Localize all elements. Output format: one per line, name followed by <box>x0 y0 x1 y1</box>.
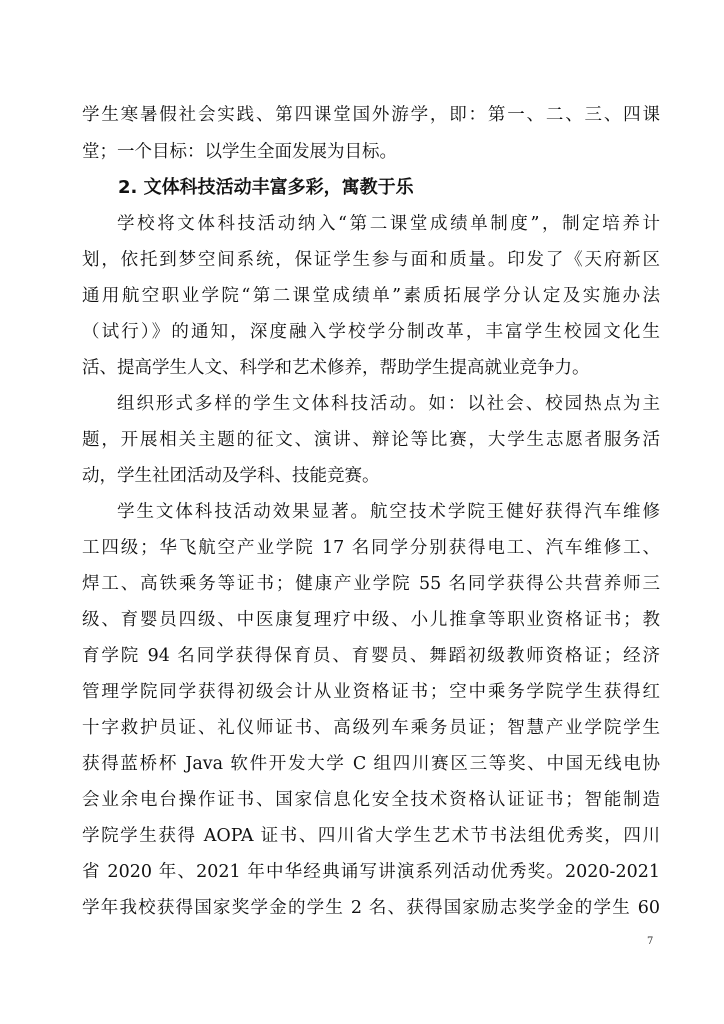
paragraph-line: 题，开展相关主题的征文、演讲、辩论等比赛，大学生志愿者服务活 <box>82 430 660 450</box>
paragraph-line: （试行）》的通知，深度融入学校学分制改革，丰富学生校园文化生 <box>82 322 660 342</box>
paragraph-line: 管理学院同学获得初级会计从业资格证书；空中乘务学院学生获得红 <box>82 682 660 702</box>
paragraph-line: 获得蓝桥杯 Java 软件开发大学 C 组四川赛区三等奖、中国无线电协 <box>82 754 660 774</box>
paragraph-line: 学生文体科技活动效果显著。航空技术学院王健好获得汽车维修 <box>117 502 660 522</box>
paragraph-line: 省 2020 年、2021 年中华经典诵写讲演系列活动优秀奖。2020-2021 <box>82 862 660 882</box>
paragraph-line: 学校将文体科技活动纳入“第二课堂成绩单制度”，制定培养计 <box>117 214 660 234</box>
paragraph-line: 活、提高学生人文、科学和艺术修养，帮助学生提高就业竞争力。 <box>82 358 590 378</box>
paragraph-line: 工四级；华飞航空产业学院 17 名同学分别获得电工、汽车维修工、 <box>82 538 660 558</box>
page-number: 7 <box>647 936 654 947</box>
paragraph-line: 动，学生社团活动及学科、技能竞赛。 <box>82 466 380 486</box>
paragraph-line: 学院学生获得 AOPA 证书、四川省大学生艺术节书法组优秀奖，四川 <box>82 826 660 846</box>
paragraph-line: 划，依托到梦空间系统，保证学生参与面和质量。印发了《天府新区 <box>82 250 660 270</box>
paragraph-line: 会业余电台操作证书、国家信息化安全技术资格认证证书；智能制造 <box>82 790 660 810</box>
section-heading: 2. 文体科技活动丰富多彩，寓教于乐 <box>118 177 414 198</box>
paragraph-line: 组织形式多样的学生文体科技活动。如：以社会、校园热点为主 <box>117 394 660 414</box>
paragraph-line: 育学院 94 名同学获得保育员、育婴员、舞蹈初级教师资格证；经济 <box>82 646 660 666</box>
paragraph-line: 学生寒暑假社会实践、第四课堂国外游学，即：第一、二、三、四课 <box>82 105 660 125</box>
paragraph-line: 堂；一个目标：以学生全面发展为目标。 <box>82 142 397 162</box>
paragraph-line: 级、育婴员四级、中医康复理疗中级、小儿推拿等职业资格证书；教 <box>82 610 660 630</box>
paragraph-line: 通用航空职业学院“第二课堂成绩单”素质拓展学分认定及实施办法 <box>82 286 660 306</box>
paragraph-line: 十字救护员证、礼仪师证书、高级列车乘务员证；智慧产业学院学生 <box>82 718 660 738</box>
paragraph-line: 焊工、高铁乘务等证书；健康产业学院 55 名同学获得公共营养师三 <box>82 574 660 594</box>
paragraph-line: 学年我校获得国家奖学金的学生 2 名、获得国家励志奖学金的学生 60 <box>82 898 660 918</box>
